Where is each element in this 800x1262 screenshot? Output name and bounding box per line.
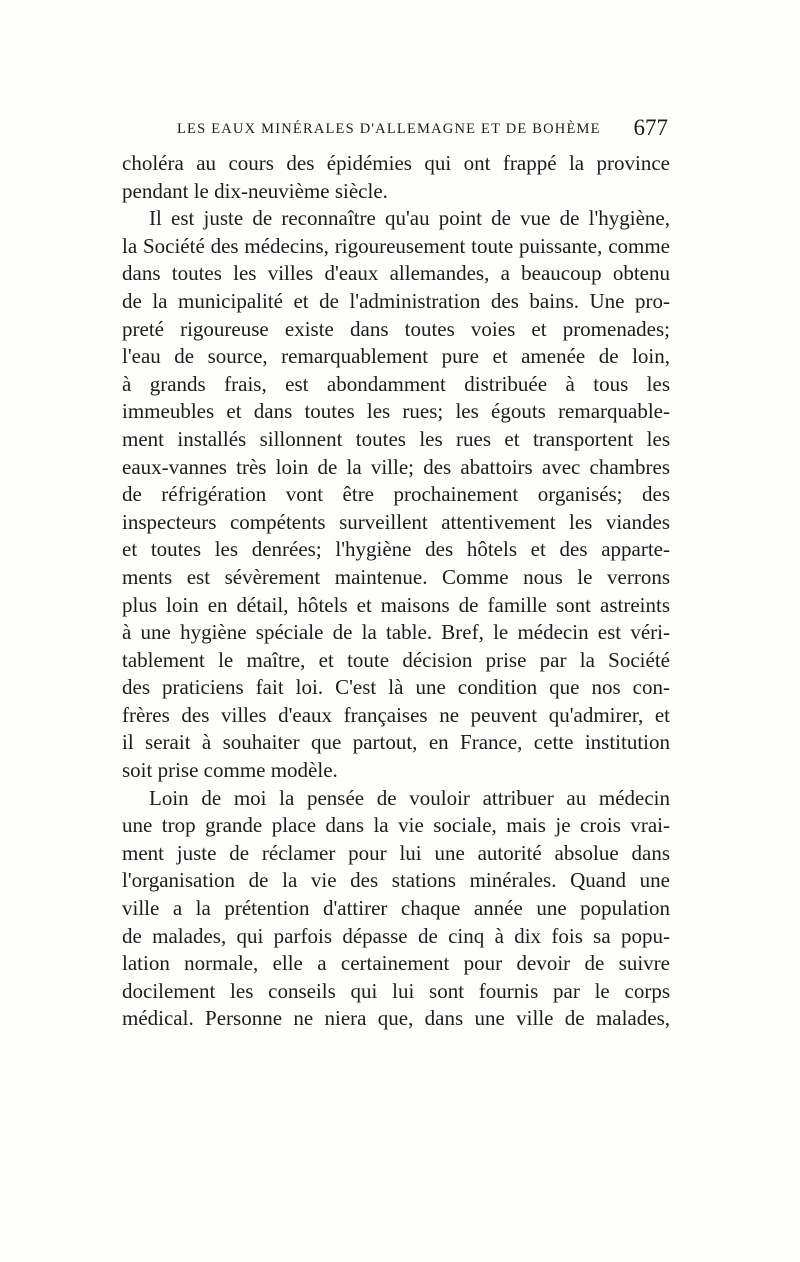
text-line: médical. Personne ne niera que, dans une ville de malades, xyxy=(122,1006,670,1031)
text-line: soit prise comme modèle. xyxy=(122,758,338,783)
text-line: à grands frais, est abondamment distribuée à tous les xyxy=(122,371,670,396)
text-line: Il est juste de reconnaître qu'au point de vue de l'hygiène, xyxy=(149,206,670,231)
text-line: il serait à souhaiter que partout, en France, cette institution xyxy=(122,730,670,755)
text-line: immeubles et dans toutes les rues; les égouts remarquable- xyxy=(122,399,670,424)
text-line: docilement les conseils qui lui sont fournis par le corps xyxy=(122,978,670,1003)
running-head xyxy=(122,113,670,143)
text-line: plus loin en détail, hôtels et maisons de famille sont astreints xyxy=(122,592,670,617)
running-title: LES EAUX MINÉRALES D'ALLEMAGNE ET DE BOHÈME xyxy=(177,121,601,137)
text-line: une trop grande place dans la vie sociale, mais je crois vrai- xyxy=(122,813,670,838)
text-line: Loin de moi la pensée de vouloir attribuer au médecin xyxy=(149,785,670,810)
paragraph xyxy=(122,150,670,205)
text-line: frères des villes d'eaux françaises ne peuvent qu'admirer, et xyxy=(122,702,670,727)
text-line: de malades, qui parfois dépasse de cinq à dix fois sa popu- xyxy=(122,923,670,948)
text-line: tablement le maître, et toute décision prise par la Société xyxy=(122,647,670,672)
text-line: ments est sévèrement maintenue. Comme nous le verrons xyxy=(122,564,670,589)
body-text xyxy=(122,150,670,1033)
text-line: pendant le dix-neuvième siècle. xyxy=(122,178,388,203)
paragraph xyxy=(122,205,670,784)
page-number: 677 xyxy=(633,115,668,140)
text-line: à une hygiène spéciale de la table. Bref, le médecin est véri- xyxy=(122,620,670,645)
text-line: de réfrigération vont être prochainement organisés; des xyxy=(122,482,670,507)
text-line: ville a la prétention d'attirer chaque année une population xyxy=(122,896,670,921)
text-line: des praticiens fait loi. C'est là une condition que nos con- xyxy=(122,675,670,700)
text-line: dans toutes les villes d'eaux allemandes, a beaucoup obtenu xyxy=(122,261,670,286)
text-line: de la municipalité et de l'administration des bains. Une pro- xyxy=(122,288,670,313)
text-line: ment juste de réclamer pour lui une autorité absolue dans xyxy=(122,840,670,865)
text-line: ment installés sillonnent toutes les rues et transportent les xyxy=(122,426,670,451)
text-line: choléra au cours des épidémies qui ont frappé la province xyxy=(122,151,670,175)
text-line: l'eau de source, remarquablement pure et amenée de loin, xyxy=(122,344,670,369)
text-line: lation normale, elle a certainement pour devoir de suivre xyxy=(122,951,670,976)
text-line: preté rigoureuse existe dans toutes voies et promenades; xyxy=(122,316,670,341)
text-line: l'organisation de la vie des stations minérales. Quand une xyxy=(122,868,670,893)
text-line: inspecteurs compétents surveillent attentivement les viandes xyxy=(122,509,670,534)
text-line: et toutes les denrées; l'hygiène des hôtels et des apparte- xyxy=(122,537,670,562)
text-line: la Société des médecins, rigoureusement toute puissante, comme xyxy=(122,233,670,258)
text-line: eaux-vannes très loin de la ville; des abattoirs avec chambres xyxy=(122,454,670,479)
paragraph xyxy=(122,785,670,1033)
